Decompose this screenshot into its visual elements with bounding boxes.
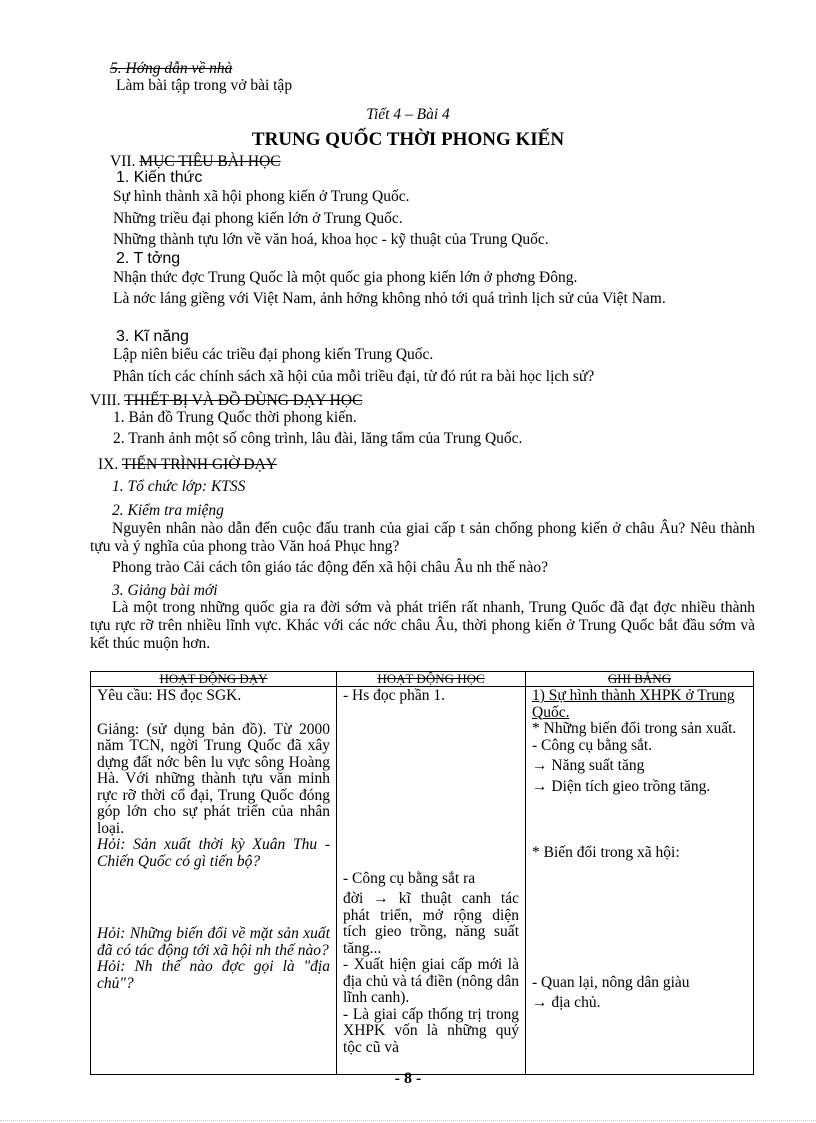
oral-check-question: Nguyên nhân nào dẫn đến cuộc đấu tranh của giai cấp t sản chống phong kiến ở châu Âu? Nêu thành tựu và ý nghĩa của phong trào Văn hoá Phục hng?	[90, 520, 755, 555]
oral-check-question: Phong trào Cải cách tôn giáo tác động đến xã hội châu Âu nh thế nào?	[112, 559, 549, 576]
skill-item: Lập niên biểu các triều đại phong kiến Trung Quốc.	[113, 346, 434, 363]
section-7-heading: VII. MỤC TIÊU BÀI HỌC	[110, 153, 281, 170]
learning-answer: - Công cụ bằng sắt ra	[343, 869, 476, 887]
teaching-lecture: Giảng: (sử dụng bản đồ). Từ 2000 năm TCN, ngời Trung Quốc đã xây dựng đất nớc bên lu vực sông Hoàng Hà. Với những thành tựu văn minh rực rỡ thời cổ đại, Trung Quốc đóng góp lớn cho sự phát triển của nhân loại.	[97, 720, 330, 837]
lesson-period: Tiết 4 – Bài 4	[366, 106, 450, 123]
thought-item: Là nớc láng giềng với Việt Nam, ảnh hởng không nhỏ tới quá trình lịch sử của Việt Nam.	[113, 290, 666, 307]
board-cell	[526, 687, 754, 1075]
knowledge-item: Sự hình thành xã hội phong kiến ở Trung Quốc.	[113, 188, 410, 205]
new-lesson-heading: 3. Giảng bài mới	[112, 582, 218, 599]
teaching-cell	[91, 687, 337, 1075]
equipment-item: 1. Bản đồ Trung Quốc thời phong kiến.	[113, 409, 357, 426]
page-number: - 8 -	[394, 1070, 422, 1087]
board-note: * Những biến đổi trong sản xuất.	[532, 720, 737, 737]
header-board: GHI BẢNG	[526, 672, 754, 687]
section-9-heading: IX. TIẾN TRÌNH GIỜ DẠY	[98, 456, 277, 473]
board-note: → địa chủ.	[532, 994, 601, 1011]
class-organization: 1. Tổ chức lớp: KTSS	[112, 478, 246, 495]
table-row	[91, 687, 754, 1075]
thought-heading: 2. T tởng	[116, 250, 181, 267]
teaching-question: Hỏi: Sản xuất thời kỳ Xuân Thu - Chiến Quốc có gì tiến bộ?	[97, 836, 330, 870]
board-note: → Diện tích gieo trồng tăng.	[532, 777, 711, 795]
homework-heading: 5. Hớng dẫn về nhà	[110, 60, 233, 77]
board-note: * Biến đổi trong xã hội:	[532, 844, 680, 861]
learning-answer: đời → kĩ thuật canh tác phát triển, mở rộng diện tích gieo trồng, năng suất tăng...	[343, 890, 519, 957]
teaching-question: Hỏi: Những biến đổi về mặt sản xuất đã có tác động tới xã hội nh thế nào?	[97, 925, 330, 959]
lesson-title: TRUNG QUỐC THỜI PHONG KIẾN	[251, 129, 565, 150]
learning-answer: - Xuất hiện giai cấp mới là địa chủ và tá điền (nông dân lĩnh canh).	[343, 956, 519, 1006]
lesson-intro: Là một trong những quốc gia ra đời sớm và phát triển rất nhanh, Trung Quốc đã đạt đợc nhiều thành tựu rực rỡ trên nhiều lĩnh vực. Khác với các nớc châu Âu, thời phong kiến ở Trung Quốc bắt đầu sớm và kết thúc muộn hơn.	[90, 599, 755, 652]
skill-heading: 3. Kĩ năng	[116, 328, 189, 345]
knowledge-item: Những triều đại phong kiến lớn ở Trung Quốc.	[113, 210, 403, 227]
header-teaching: HOẠT ĐỘNG DẠY	[91, 672, 337, 687]
section-8-heading: VIII. THIẾT BỊ VÀ ĐỒ DÙNG DẠY HỌC	[90, 392, 363, 409]
table-header-row	[91, 672, 754, 687]
header-learning: HOẠT ĐỘNG HỌC	[337, 672, 526, 687]
learning-answer: - Là giai cấp thống trị trong XHPK vốn là những quý tộc cũ và	[343, 1005, 519, 1056]
learning-activity: - Hs đọc phần 1.	[343, 688, 446, 704]
oral-check-heading: 2. Kiểm tra miệng	[112, 502, 224, 519]
board-section-title: 1) Sự hình thành XHPK ở Trung Quốc.	[532, 688, 735, 721]
skill-item: Phân tích các chính sách xã hội của mỗi triều đại, từ đó rút ra bài học lịch sử?	[113, 368, 595, 385]
lesson-table	[90, 671, 754, 1075]
knowledge-heading: 1. Kiến thức	[116, 169, 203, 186]
thought-item: Nhận thức đợc Trung Quốc là một quốc gia phong kiến lớn ở phơng Đông.	[113, 269, 578, 286]
learning-cell	[337, 687, 526, 1075]
homework-text: Làm bài tập trong vở bài tập	[116, 77, 293, 94]
teaching-question: Hỏi: Nh thế nào đợc gọi là "địa chủ"?	[97, 958, 330, 992]
page-bottom-divider	[0, 1120, 816, 1121]
board-note: - Quan lại, nông dân giàu	[532, 973, 690, 991]
knowledge-item: Những thành tựu lớn về văn hoá, khoa học - kỹ thuật của Trung Quốc.	[113, 231, 549, 248]
board-note: - Công cụ bằng sắt.	[532, 736, 653, 754]
equipment-item: 2. Tranh ảnh một số công trình, lâu đài, lăng tẩm của Trung Quốc.	[113, 430, 523, 447]
teaching-instruction: Yêu cầu: HS đọc SGK.	[97, 688, 242, 704]
board-note: → Năng suất tăng	[532, 757, 645, 774]
